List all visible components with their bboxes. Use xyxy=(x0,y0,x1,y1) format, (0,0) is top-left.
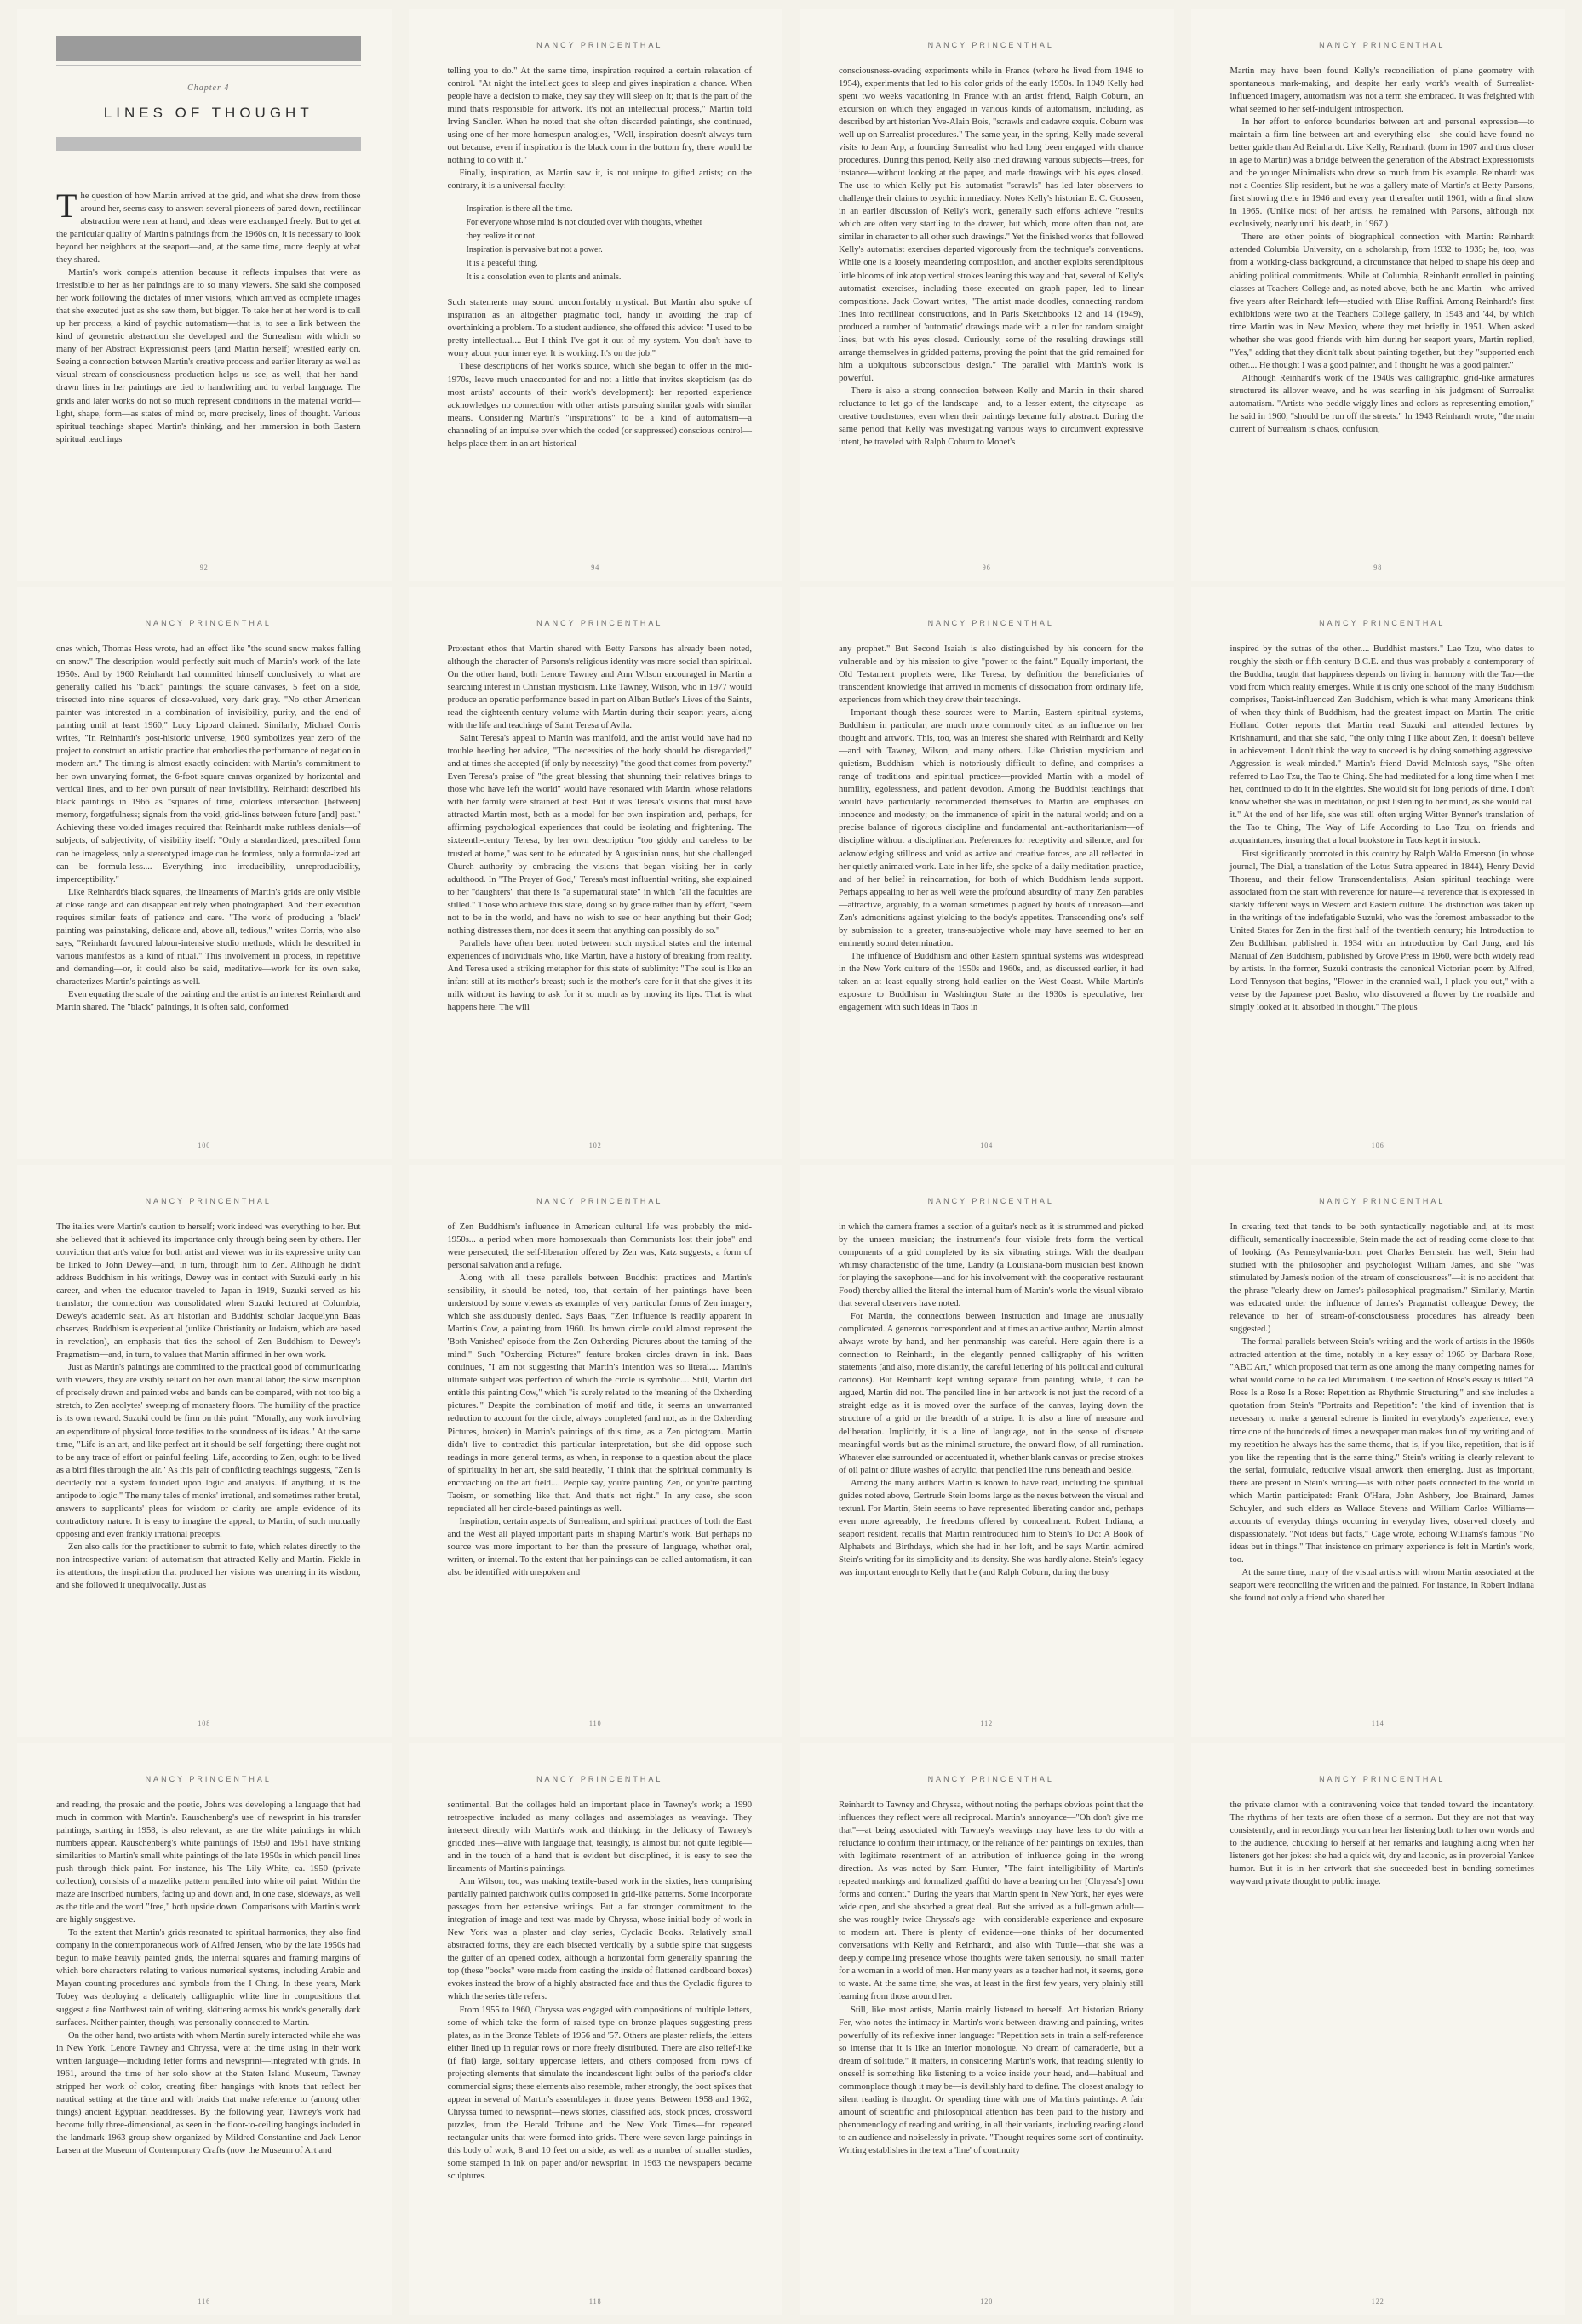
book-page xyxy=(409,1165,783,1737)
verse-line: It is a peaceful thing. xyxy=(466,259,538,269)
page-number: 106 xyxy=(1371,1142,1384,1149)
book-page xyxy=(1191,9,1566,581)
paragraph: Important though these sources were to Martin, Eastern spiritual systems, Buddhism in particular, are much more commonly cited as an influence on her thought and artwork. This, too, was an interest she shared with Reinhardt and Kelly—and with Tawney, Wilson, and many others. Like Christian mysticism and quietism, Buddhism—which is notoriously difficult to define, and comprises a range of traditions and spiritual practices—provided Martin with a model of humility, egolessness, and patient devotion. Among the Buddhist teachings that would have particularly recommended themselves to Martin are emphases on innocence and modesty; on the immanence of spirit in the natural world; and on a precise balance of rigorous discipline and fundamental anti-authoritarianism—of discipline without a disciplinarian. Preferences for receptivity and silence, and for acknowledging stillness and void as active and creative forces, are all reflected in her quietly animated work. Late in her life, she spoke of a daily meditation practice, and of her belief in reincarnation, for both of which Buddhism lends support. Perhaps appealing to her as well were the profound absurdity of many Zen parables—attractive, arguably, to a woman sometimes plagued by bouts of unreason—and Zen's admonitions against yielding to the body's appetites. Transcending one's self by submission to a greater, trans-subjective whole may have seemed to her an eminently sound determination. xyxy=(839,708,1144,948)
page-number: 94 xyxy=(591,564,600,571)
drop-cap: T xyxy=(56,186,77,225)
book-page xyxy=(800,9,1174,581)
paragraph: telling you to do." At the same time, inspiration required a certain relaxation of control. "At night the intellect goes to sleep and gives inspiration a chance. When people have a decision to make, they say they will sleep on it; that is the part of the mind that's responsible for artwork. It's not an intellectual process," Martin told Irving Sandler. When he noted that she often discarded paintings, she continued, using one of her more homespun analogies, "Well, inspiration doesn't always turn out because, even if inspiration is the black corn in the bottom fry, there would be nothing to do with it." xyxy=(447,66,752,166)
running-head: NANCY PRINCENTHAL xyxy=(927,1775,1054,1783)
page-body xyxy=(448,1799,753,2183)
page-body xyxy=(448,1221,753,1579)
paragraph: In her effort to enforce boundaries between art and personal expression—to maintain a firm line between art and everything else—she could have found no better guide than Ad Reinhardt. Like Kelly, Reinhardt (born in 1907 and thus closer in age to Martin) was a bridge between the generation of the Abstract Expressionists and the younger Minimalists who drew so much from his example. Reinhardt was not a Coenties Slip resident, but he was a gallery mate of Martin's at Betty Parsons, first showing there in 1946 and every year thereafter until 1961, with a final show in 1965. (Unlike most of her artists, he remained with Parsons, although not exclusively, nearly until his death, in 1967.) xyxy=(1229,117,1534,230)
paragraph: First significantly promoted in this country by Ralph Waldo Emerson (in whose journal, The Dial, a translation of the Lotus Sutra appeared in 1844), Henry David Thoreau, and their fellow Transcendentalists, Asian spiritual teachings were associated from the start with reverence for nature—a reverence that is expressed in starkly different ways in Western and Eastern culture. The distinction was taken up in the writings of the indefatigable Suzuki, who was the foremost ambassador to the United States for Zen in the first half of the twentieth century; his Introduction to Zen Buddhism, published in 1934 with an introduction by Carl Jung, and his Manual of Zen Buddhism, published by Grove Press in 1960, were both widely read by artists. In the former, Suzuki contrasts the canonical Victorian poem by Alfred, Lord Tennyson that begins, "Flower in the crannied wall, I pluck you out," with a verse by the Japanese poet Basho, who discovered a flower by the roadside and simply looked at it, absorbed in thought." The pious xyxy=(1229,849,1534,1012)
book-page xyxy=(17,1743,392,2315)
page-body xyxy=(56,1221,361,1592)
paragraph: inspired by the sutras of the other.... Buddhist masters." Lao Tzu, who dates to roughly the sixth or fifth century B.C.E. and thus was probably a contemporary of the Buddha, taught that happiness depends on living in harmony with the Tao—the void from which reality emerges. While it is only one school of the many Buddhism comprises, Taoist-influenced Zen Buddhism, which is what many Americans think of when they think of Buddhism, had the greatest impact on Martin. The critic Holland Cotter reports that Martin read Suzuki and attended lectures by Krishnamurti, and that she said, "the only thing I like about Zen, it doesn't believe in achievement. I don't think the way to succeed is by doing something aggressive. Aggression is weak-minded." Martin's friend David McIntosh says, "She often referred to Lao Tzu, the Tao te Ching. She had meditated for a long time when I met her, continued to do it in the eighties. She would sit for long periods of time. I don't know whether she was in meditation, or just listening to her mind, as she would call it." At the end of her life, she was still often urging Witter Bynner's translation of the Tao te Ching, The Way of Life According to Lao Tzu, on friends and acquaintances, insuring that a local bookstore in Taos kept it in stock. xyxy=(1229,644,1534,846)
paragraph: ones which, Thomas Hess wrote, had an effect like "the sound snow makes falling on snow." The description would perfectly suit much of Martin's work of the late 1950s. And by 1960 Reinhardt had committed himself conclusively to what are generally called his "black" paintings: the square canvases, 5 feet on a side, trisected into nine squares of close-valued, very dark gray. "No other American painter was interested in a combination of invisibility, purity, and the end of painting until at least 1960," Lucy Lippard claimed. Similarly, Michael Corris writes, "In Reinhardt's post-historic universe, 1960 symbolizes year zero of the project to construct an artistic practice that embodies the performance of negation in modern art." The timing is almost exactly coincident with Martin's commitment to her own unvarying format, the 6-foot square canvas organized by horizontal and vertical lines, and to her own pursuit of near invisibility. Reinhardt described his black paintings in 1966 as "squares of time, colorless intersection [between] memory, forgetfulness; signals from the void, grid-lines between future [and] past." Achieving these voided images required that Reinhardt make ruthless denials—of subjects, of subjectivity, of visibility itself: "Only a standardized, prescribed form can be imageless, only a stereotyped image can be formless, only a formula-ized art can be formula-less.... Everything into irreducibility, unreproducibility, imperceptibility." xyxy=(56,644,361,884)
verse-line: they realize it or not. xyxy=(466,232,537,242)
paragraph: Saint Teresa's appeal to Martin was manifold, and the artist would have had no trouble heeding her advice, "The necessities of the body should be disregarded," and at times she accepted (if only by necessity) "the good that comes from poverty." Even Teresa's praise of "the great blessing that shunning their relatives brings to those who have left the world" would have resonated with Martin, whose relations with her family were strained at best. But it was Teresa's visions that must have attracted Martin most, both as a model for her own inspiration and, perhaps, for affirming psychological experiences that could be isolating and frightening. The sixteenth-century Teresa, by her own description "too giddy and careless to be trusted at home," was sent to be educated by Augustinian nuns, but she challenged Church authority by embracing the visions that began visiting her in early adulthood. In "The Prayer of God," Teresa's most influential writing, she explained to her "daughters" that there is "a supernatural state" in which "all the faculties are stilled." Those who achieve this state, doing so by grace rather than by effort, "seem not to be in the world, and have no wish to see or hear anything but their God; nothing distresses them, nor does it seem that anything can possibly do so." xyxy=(447,734,752,936)
paragraph: From 1955 to 1960, Chryssa was engaged with compositions of multiple letters, some of which take the form of raised type on bronze plaques suggesting press plates, as in the Bronze Tablets of 1956 and '57. Others are plaster reliefs, the letters either lined up in regular rows or more freely distributed. There are also relief-like (if flat) large, solitary uppercase letters, and others composed from rows of projecting elements that simulate the incandescent light bulbs of the period's older commercial signs; these elements also resemble, rather strongly, the boot spikes that appear in several of Martin's assemblages in those years. Between 1958 and 1962, Chryssa turned to newsprint—news stories, classified ads, stock prices, crossword puzzles, from the Herald Tribune and the New York Times—for repeated rectangular units that were formed into grids. There were seven large paintings in this body of work, 8 and 10 feet on a side, as well as a number of smaller studies, some stamped in ink on paper and/or newsprint; in 1963 the newspapers became sculptures. xyxy=(447,2005,752,2181)
paragraph: sentimental. But the collages held an important place in Tawney's work; a 1990 retrospective included as many collages and assemblages as weavings. They intersect directly with Martin's work and thinking: in the delicacy of Tawney's gridded lines—alive with language that, teasingly, is almost but not quite legible—and in the touch of a hand that is evident but disciplined, it is easy to see the lineaments of Martin's paintings. xyxy=(447,1800,752,1875)
running-head: NANCY PRINCENTHAL xyxy=(927,619,1054,627)
paragraph: Just as Martin's paintings are committed to the practical good of communicating with viewers, they are visibly reliant on her own manual labor; the slow inscription of precisely drawn and painted webs and bands can be compared, with not too big a stretch, to Zen acolytes' sweeping of monastery floors. The humility of the practice is its own reward. Suzuki could be firm on this point: "Morally, any work involving an expenditure of physical force testifies to the soundness of its ideas." At the same time, "Life is an art, and like perfect art it should be self-forgetting; there ought not to be any trace of effort or painful feeling. Life, according to Zen, ought to be lived as a bird flies through the air." As this pair of conflicting teachings suggests, "Zen is decidedly not a system founded upon logic and analysis. If anything, it is the antipode to logic." The many tales of monks' irrational, and sometimes rather brutal, answers to supplicants' pleas for wisdom or clarity are ample evidence of its contradictory nature. It is easy to imagine the appeal, to Martin, of such mutually opposing and even frankly irrational precepts. xyxy=(56,1363,361,1539)
page-body xyxy=(1230,643,1535,1014)
chapter-footer-bar xyxy=(56,137,361,151)
paragraph: Among the many authors Martin is known to have read, including the spiritual guides noted above, Gertrude Stein looms large as the nexus between the visual and textual. For Martin, Stein seems to have represented liberating candor and, perhaps even more agreeably, the freedoms offered by concealment. Robert Indiana, a seaport resident, recalls that Martin reintroduced him to Stein's To Do: A Book of Alphabets and Birthdays, which she had in her loft, and he says Martin admired Stein's writing for its simplicity and its density. She was hardly alone. Stein's legacy was important enough to Kelly that he (and Ralph Coburn, during the busy xyxy=(839,1478,1144,1577)
page-number: 102 xyxy=(588,1142,602,1149)
chapter-label: Chapter 4 xyxy=(187,83,230,93)
page-number: 98 xyxy=(1373,564,1383,571)
page-body xyxy=(56,1799,361,2157)
page-body xyxy=(839,65,1144,449)
page-number: 120 xyxy=(980,2298,994,2305)
running-head: NANCY PRINCENTHAL xyxy=(1319,1775,1446,1783)
paragraph: Reinhardt to Tawney and Chryssa, without noting the perhaps obvious point that the influences they reflect were all reciprocal. Martin's annoyance—"Oh don't give me that"—at being associated with Tawney's weavings may have less to do with a reluctance to confirm their intimacy, or the reliance of her paintings on textiles, than with legitimate resentment of an attribution of influence going in the wrong direction. As was noted by Sam Hunter, "The faint intelligibility of Martin's repeated markings and formalized graffiti do have a bearing on her [Chryssa's] own forms and content." During the years that Martin spent in New York, her eyes were wide open, and she absorbed a great deal. But she arrived as a full-grown adult—she was roughly twice Chryssa's age—with considerable experience and exposure to modern art. There is plenty of evidence—one thinks of her documented conversations with Kelly and Reinhardt, and also with Tuttle—that she was a deeply compelling presence whose thoughts were taken seriously, no small matter for a woman in a world of men. Her many years as a teacher had not, it seems, gone to waste. At the same time, she was, at least in the first few years, very plainly still learning from those around her. xyxy=(839,1800,1144,2002)
paragraph: There is also a strong connection between Kelly and Martin in their shared reluctance to let go of the landscape—and, to a lesser extent, the cityscape—as creative touchstones, even when their paintings became fully abstract. During the same period that Kelly was investigating various ways to circumvent expressive intent, he traveled with Ralph Coburn to Monet's xyxy=(839,386,1144,447)
paragraph: of Zen Buddhism's influence in American cultural life was probably the mid-1950s... a period when more homosexuals than Communists lost their jobs" and were persecuted; the self-liberation offered by Zen was, Katz suggests, a form of personal salvation and a refuge. xyxy=(447,1222,752,1271)
page-body xyxy=(1230,1799,1535,1888)
page-number: 100 xyxy=(198,1142,211,1149)
paragraph: Ann Wilson, too, was making textile-based work in the sixties, hers comprising partially painted patchwork quilts composed in grid-like patterns. Some incorporate passages from her extensive writings. But a far stronger commitment to the integration of image and text was made by Chryssa, whose initial body of work in New York was a plaster and clay series, Cycladic Books. Relatively small abstracted forms, they are each bisected vertically by a subtle spine that suggests the gutter of an opened codex, although a horizontal form generally spanning the top (these "books" were made from casting the inside of flattened cardboard boxes) evokes instead the brow of a highly abstracted face and thus the Cycladic figures to which the series title refers. xyxy=(447,1877,752,2002)
paragraph: Protestant ethos that Martin shared with Betty Parsons has already been noted, although the character of Parsons's religious identity was more social than spiritual. On the other hand, both Lenore Tawney and Ann Wilson encouraged in Martin a searching interest in Christian mysticism. Like Tawney, Wilson, who in 1977 would produce an operatic performance based in part on Alban Butler's Lives of the Saints, read the eighteenth-century volume with Martin during their seaport years, along with the life and teachings of Saint Teresa of Avila. xyxy=(447,644,752,731)
paragraph: In creating text that tends to be both syntactically negotiable and, at its most difficult, semantically inaccessible, Stein made the act of reading come close to that of looking. (As Pennsylvania-born poet Charles Bernstein has well, Stein had studied with the philosopher and psychologist William James, and she "was stimulated by James's notion of the stream of consciousness"—it is no accident that the phrase "clearly drew on James's philosophical pragmatism." Similarly, Martin was educated under the influence of James's Pragmatist colleague Dewey; the relevance to her of stream-of-consciousness procedures has already been suggested.) xyxy=(1229,1222,1534,1335)
paragraph: For Martin, the connections between instruction and image are unusually complicated. A generous correspondent and at times an active author, Martin almost always wrote by hand, and her penmanship was careful. Here again there is a connection to Reinhardt, in the elegantly penned calligraphy of his written statements (and also, more distantly, the careful lettering of his political and cultural cartoons). But Reinhardt kept writing separate from painting, while, it can be argued, Martin did not. The penciled line in her artwork is not just the record of a straight edge as it is moved over the surface of the canvas, laying down the structure of a grid or the breadth of a stripe. It is also a line of measure and deliberation. Implicitly, it is a line of language, not in the sense of discrete meaningful words but as the minimal structure, the onward flow, of all rumination. Whatever else surrounded or accentuated it, whether blank canvas or precise strokes of oil paint or dilute washes of acrylic, that penciled line runs beneath and beside. xyxy=(839,1312,1144,1475)
running-head: NANCY PRINCENTHAL xyxy=(927,41,1054,49)
book-page xyxy=(1191,1743,1566,2315)
paragraph: in which the camera frames a section of a guitar's neck as it is strummed and picked by the unseen musician; the instrument's four visible frets form the vertical components of a grid completed by its six vibrating strings. With the deadpan whimsy characteristic of the time, Landry (a Louisiana-born musician best known for playing the saxophone—and for his involvement with the cooperative restaurant Food) thereby allied the literal the internal hum of Martin's work: the visual vibrato that several observers have noted. xyxy=(839,1222,1144,1309)
paragraph: At the same time, many of the visual artists with whom Martin associated at the seaport were reconciling the written and the painted. For instance, in Robert Indiana she found not only a friend who shared her xyxy=(1229,1567,1534,1603)
page-number: 118 xyxy=(588,2298,602,2305)
book-page xyxy=(409,587,783,1159)
book-page xyxy=(17,587,392,1159)
verse-line: It is a consolation even to plants and animals. xyxy=(466,272,622,283)
running-head: NANCY PRINCENTHAL xyxy=(145,1197,272,1205)
running-head: NANCY PRINCENTHAL xyxy=(145,1775,272,1783)
page-body xyxy=(448,643,753,1014)
running-head: NANCY PRINCENTHAL xyxy=(1319,41,1446,49)
running-head: NANCY PRINCENTHAL xyxy=(927,1197,1054,1205)
verse-line: Inspiration is pervasive but not a power. xyxy=(466,245,603,255)
paragraph: Inspiration, certain aspects of Surrealism, and spiritual practices of both the East and the West all played important parts in shaping Martin's work. But perhaps no source was more important to her than the pressure of language, whether oral, written, or internal. To the extent that her paintings can be called automatism, it can also be identified with unspoken and xyxy=(447,1516,752,1577)
paragraph-text: he question of how Martin arrived at the grid, and what she drew from those around her, seems easy to answer: several pioneers of pared down, rectilinear abstraction were near at hand, and ideas were exchanged freely. But to get at the particular quality of Martin's paintings from the 1960s on, it is necessary to look beyond her neighbors at the seaport—and, at the same time, more deeply at what they shared. xyxy=(56,192,361,266)
book-page xyxy=(800,587,1174,1159)
page-body xyxy=(1230,1221,1535,1605)
paragraph: Still, like most artists, Martin mainly listened to herself. Art historian Briony Fer, who notes the intimacy in Martin's work between drawing and painting, writes powerfully of its reflexive inner language: "Repetition sets in train a self-reference so intense that it is like an interior monologue. No dream of camaraderie, but a dream of solitude." It matters, in considering Martin's work, that reading silently to oneself is something like listening to a voice inside your head, and—habitual and commonplace though it may be—is devilishly hard to define. The closest analogy to silent reading is thought. Or spending time with one of Martin's paintings. A fair amount of scientific and philosophical attention has been paid to the history and phenomenology of reading and writing, in all their variants, including reading aloud to an audience and noiselessly in private. "Thought requires some sort of continuity. Writing establishes in the text a 'line' of continuity xyxy=(839,2005,1144,2155)
book-page xyxy=(17,9,392,581)
book-page xyxy=(1191,1165,1566,1737)
chapter-header-bar xyxy=(56,36,361,61)
page-number: 114 xyxy=(1371,1720,1384,1727)
page-number: 108 xyxy=(198,1720,211,1727)
paragraph: The influence of Buddhism and other Eastern spiritual systems was widespread in the New York culture of the 1950s and 1960s, and, as discussed earlier, it had taken an at least equally strong hold earlier on the West Coast. While Martin's exposure to Buddhism in Washington State in the 1930s is speculative, her engagement with such ideas in Taos in xyxy=(839,951,1144,1012)
paragraph: The formal parallels between Stein's writing and the work of artists in the 1960s attracted attention at the time, notably in a key essay of 1965 by Barbara Rose, "ABC Art," which proposed that term as one among the many competing names for what would come to be called Minimalism. One section of Rose's essay is titled "A Rose Is a Rose Is a Rose: Repetition as Rhythmic Structuring," and she includes a quotation from Stein's "Portraits and Repetition": "the kind of invention that is necessary to make a general scheme is limited in everybody's experience, every time one of the hundreds of times a newspaper man makes fun of my writing and of my repetition he always has the same theme, that is, if you like, repetition, that is if you like the repeating that is the same thing." Stein's writing is clearly relevant to the serial, formulaic, reductive visual artwork then emerging. Just as important, there are present in Stein's writing—as with other poets connected to the world in which Martin participated: Frank O'Hara, John Ashbery, Joe Brainard, James Schuyler, and such elders as Wallace Stevens and William Carlos Williams—accounts of everyday things occurring in everyday lives, observed closely and dispassionately. "Not ideas but facts," Cage wrote, echoing Williams's famous "No ideas but in things." That insistence on primary experience is felt in Martin's work, too. xyxy=(1229,1337,1534,1565)
paragraph: Along with all these parallels between Buddhist practices and Martin's sensibility, it should be noted, too, that certain of her paintings have been understood by some viewers as examples of very particular forms of Zen imagery, which she assiduously denied. Says Baas, "Zen influence is readily apparent in Martin's Cow, a painting from 1960. Its brown circle could almost represent the 'Both Vanished' episode from the Zen Oxherding Pictures about the taming of the mind." Such "Oxherding Pictures" feature broken circles drawn in ink. Baas continues, "I am not suggesting that Martin's intention was so literal.... Martin's ultimate subject was perfection of which the circle is symbolic.... Still, Martin did entitle this painting Cow," which "is surely related to the 'meaning of the Oxherding pictures.'" Despite the combination of motif and title, it seems an unwarranted reduction to account for the circle, always completed (and not, as in the Oxherding Pictures, broken) in Martin's paintings of this time, as a Zen pictogram. Martin didn't live to contradict this particular interpretation, but she did oppose such readings in more general terms, as when, in response to a question about the place of spirituality in her art, she said heatedly, "I think that the spiritual community is encroaching on the art field.... People say, you're painting Zen, or you're painting Taoism, or something like that. And that's not right." In any case, she soon repudiated all her circle-based paintings as well. xyxy=(447,1274,752,1514)
running-head: NANCY PRINCENTHAL xyxy=(145,619,272,627)
page-body xyxy=(1230,65,1535,436)
page-body xyxy=(56,186,361,446)
paragraph: the private clamor with a contravening voice that tended toward the incantatory. The rhythms of her texts are often those of a sermon. But they are not that way consistently, and in recordings you can hear her listening both to her own words and to the audience, chuckling to herself at her remarks and laughing along when her listeners got her jokes: she had a quick wit, dry and laconic, as in proverbial Yankee humor. But it is in her artwork that she succeeded best in bending sometimes wayward private thought to public image. xyxy=(1229,1800,1534,1887)
page-number: 96 xyxy=(982,564,991,571)
running-head: NANCY PRINCENTHAL xyxy=(536,41,663,49)
book-page xyxy=(1191,587,1566,1159)
paragraph: Martin may have been found Kelly's reconciliation of plane geometry with spontaneous mark-making, and despite her early work's wealth of Surrealist-influenced imagery, automatism was not a term she embraced. It was freighted with what seemed to her self-indulgent introspection. xyxy=(1229,66,1534,115)
paragraph: These descriptions of her work's source, which she began to offer in the mid-1970s, leave much unaccounted for and not a little that invites skepticism (as do most artists' accounts of their work's development): her reported experience acknowledges no connection with other artists pursuing similar goals with similar means. Considering Martin's "inspirations" to be a kind of automatism—a channeling of an impulse over which the coded (or suppressed) conscious control—helps place them in an art-historical xyxy=(447,362,752,449)
paragraph: and reading, the prosaic and the poetic, Johns was developing a language that had much in common with Martin's. Rauschenberg's use of newsprint in his transfer paintings, starting in 1958, is also relevant, as are the white paintings in which numbers appear. Rauschenberg's white paintings of 1950 and 1951 have striking similarities to Martin's small white paintings of the late 1950s in which pencil lines push through thick paint. For instance, his The Lily White, ca. 1950 (private collection), consists of a mazelike pattern penciled into white oil paint. Within the maze are inscribed numbers, facing up and down and, in one case, sideways, as well as the title and the word "free," both upside down. Comparisons with Martin's work are highly suggestive. xyxy=(56,1800,361,1926)
paragraph: Zen also calls for the practitioner to submit to fate, which relates directly to the non-introspective variant of automatism that attracted Kelly and Martin. Fickle in its attentions, the inspiration that produced her visions was unerring in its wisdom, and she followed it unequivocally. Just as xyxy=(56,1542,361,1590)
page-number: 112 xyxy=(980,1720,994,1727)
paragraph: Although Reinhardt's work of the 1940s was calligraphic, grid-like armatures structured its allover weave, and he was scarfing in his judgment of Surrealist automatism. "Artists who peddle wiggly lines and colors as representing emotion," he said in 1960, "should be run off the streets." In 1943 Reinhardt wrote, "the main current of Surrealism is chaos, confusion, xyxy=(1229,373,1534,434)
paragraph: Finally, inspiration, as Martin saw it, is not unique to gifted artists; on the contrary, it is a universal faculty: xyxy=(447,169,752,192)
book-page xyxy=(17,1165,392,1737)
paragraph xyxy=(56,186,361,266)
chapter-title: LINES OF THOUGHT xyxy=(103,105,313,121)
book-page xyxy=(800,1165,1174,1737)
paragraph: The italics were Martin's caution to herself; work indeed was everything to her. But she believed that it achieved its importance only through being seen by others. Her conviction that art's value for both artist and viewer was in its expressive unity can be linked to John Dewey—and, in turn, through him to Zen. Although he didn't address Buddhism in his writings, Dewey was in contact with Suzuki early in his career, and when the educator traveled to Japan in 1919, Suzuki served as his translator; the connection was consolidated when Suzuki lectured at Columbia, Dewey's academic seat. As art historian and Buddhist scholar Jacquelynn Baas observes, Buddhism is experiential (unlike Christianity or Judaism, which are based in revelation), an emphasis that ties the school of Zen Buddhism to Dewey's Pragmatism—and, in turn, to values that Martin affirmed in her own work. xyxy=(56,1222,361,1360)
running-head: NANCY PRINCENTHAL xyxy=(536,1775,663,1783)
running-head: NANCY PRINCENTHAL xyxy=(1319,1197,1446,1205)
page-number: 92 xyxy=(199,564,209,571)
running-head: NANCY PRINCENTHAL xyxy=(536,619,663,627)
book-page xyxy=(800,1743,1174,2315)
paragraph: any prophet." But Second Isaiah is also distinguished by his concern for the vulnerable and by his mission to give "power to the faint." Equally important, the Old Testament prophets were, like Teresa, by definition the beneficiaries of transcendent knowledge that arrived in moments of dissociation from ordinary life, experiences from which they drew their teachings. xyxy=(839,644,1144,706)
block-quote-verse xyxy=(467,203,753,284)
page-number: 110 xyxy=(588,1720,602,1727)
verse-line: Inspiration is there all the time. xyxy=(466,204,573,215)
page-body xyxy=(56,643,361,1014)
paragraph: To the extent that Martin's grids resonated to spiritual harmonics, they also find company in the contemporaneous work of Alfred Jensen, who by the late 1950s had begun to make heavily painted grids, the internal squares and framing margins of which bore characters relating to various numerical systems, including Arabic and Mayan counting procedures and symbols from the I Ching. In these years, Mark Tobey was deploying a delicately calligraphic white line in compositions that suggest a fine Northwest rain of writing, skittering across his work's generally dark surfaces. Neither painter, though, was personally connected to Martin. xyxy=(56,1928,361,2028)
page-number: 116 xyxy=(198,2298,211,2305)
running-head: NANCY PRINCENTHAL xyxy=(536,1197,663,1205)
paragraph: Such statements may sound uncomfortably mystical. But Martin also spoke of inspiration as an altogether pragmatic tool, handy in avoiding the trap of overthinking a problem. To a student audience, she offered this advice: "I used to be pretty intellectual.... But I think I've got it out of my system. You don't have to worry about your inner eye. It is working. It's on the job." xyxy=(447,298,752,359)
paragraph: Even equating the scale of the painting and the artist is an interest Reinhardt and Martin shared. The "black" paintings, it is often said, conformed xyxy=(56,989,361,1012)
paragraph: consciousness-evading experiments while in France (where he lived from 1948 to 1954), experiments that led to his color grids of the early 1950s. In 1949 Kelly had spent two weeks vacationing in France with an artist friend, Ralph Coburn, an excursion on which they engaged in various kinds of automatism, including, as described by art historian Yve-Alain Bois, "scrawls and cadavre exquis. Coburn was well up on Surrealist procedures." The same year, in the spring, Kelly made several visits to Jean Arp, a founding Surrealist who had long been engaged with chance procedures. During this period, Kelly also tried drawing various subjects—trees, for instance—without looking at the paper, and made drawings with his eyes closed. The use to which Kelly put his automatist "scrawls" has led later observers to challenge their claims to psychic immediacy. Notes Kelly's historian E. C. Goossen, in an earlier discussion of Kelly's work, generally such efforts achieve "results which are often very startling to the drawer, but which, more often than not, are similar in character to all other such drawings." Yet the finished works that followed Kelly's automatist exercises departed vigorously from the technique's conventions. While one is a loosely meandering composition, and another exploits serendipitous little blooms of ink atop vertical strokes leaning this way and that, several of Kelly's automatist exercises, including those executed on graph paper, led to linear compositions. Jack Cowart writes, "The artist made doodles, connecting random lines into rectilinear constructions, and in Paris Sketchbooks 12 and 14 (1949), produced a number of 'automatic' drawings made with a ruler for random straight lines, but with his eyes closed. Curiously, some of the resulting drawings still arrange themselves in gridded patterns, proving the point that the grid remained for him a ubiquitous subconscious design." The parallel with Martin's work is powerful. xyxy=(839,66,1144,383)
running-head: NANCY PRINCENTHAL xyxy=(1319,619,1446,627)
page-number: 122 xyxy=(1371,2298,1384,2305)
page-body xyxy=(839,1221,1144,1579)
paragraph: On the other hand, two artists with whom Martin surely interacted while she was in New York, Lenore Tawney and Chryssa, were at the time using in their work written language—including letter forms and newsprint—integrated with grids. In 1961, around the time of her solo show at the Staten Island Museum, Tawney stripped her work of color, creating fiber hangings with knots that reflect her nautical setting at the time and with braids that make reference to (among other things) ancient Egyptian headdresses. By the following year, Tawney's work had become fully three-dimensional, as seen in the floor-to-ceiling hangings included in the landmark 1963 group show organized by Mildred Constantine and Jack Lenor Larsen at the Museum of Contemporary Crafts (now the Museum of Art and xyxy=(56,2030,361,2155)
book-page xyxy=(409,9,783,581)
page-body xyxy=(839,643,1144,1014)
paragraph: Parallels have often been noted between such mystical states and the internal experiences of individuals who, like Martin, have a history of breaking from reality. And Teresa used a striking metaphor for this state of sublimity: "The soul is like an infant still at its mother's breast; such is the mother's care for it that she gives it its milk without its having to ask for it so much as by moving its lips. That is what happens here. The will xyxy=(447,938,752,1012)
paragraph: Martin's work compels attention because it reflects impulses that were as irresistible to her as her paintings are to so many viewers. She said she composed her work following the dictates of inner visions, which arrived as complete images that she executed just as she saw them, but bigger. To take her at her word is to call up her process, a kind of psychic automatism—that is, to see a link between the kind of geometric abstraction she developed and the Surrealism with which so many of her Abstract Expressionist peers (and Martin herself) wrestled early on. Seeing a connection between Martin's creative process and earlier literary as well as visual stream-of-consciousness production helps us see, as well, that her hand-drawn lines in her paintings are tied to handwriting and to verbal language. The grids and later works do not so much represent conditions in the material world—light, shape, form—as states of mind or, more precisely, lines of thought. Various spiritual teachings shaped Martin's thinking, and her immersion in both Eastern spiritual teachings xyxy=(56,268,361,444)
paragraph: Like Reinhardt's black squares, the lineaments of Martin's grids are only visible at close range and can disappear entirely when photographed. And their execution requires similar feats of patience and care. "The work of producing a 'black' painting was painstaking, delicate and, above all, tedious," writes Corris, who also says, "Reinhardt favoured labour-intensive studio methods, which he described in various manifestos as a kind of ritual." This involvement in process, in repetitive and demanding—or, it could also be said, meditative—work for its own sake, characterizes Martin's paintings as well. xyxy=(56,887,361,987)
verse-line: For everyone whose mind is not clouded over with thoughts, whether xyxy=(466,218,702,228)
page-number: 104 xyxy=(980,1142,994,1149)
page-body xyxy=(839,1799,1144,2157)
paragraph: There are other points of biographical connection with Martin: Reinhardt attended Columbia University, on a scholarship, from 1932 to 1935; he, too, was from a working-class background, a circumstance that helped to shape his deep and abiding political commitments. While at Columbia, Reinhardt enrolled in painting classes at Teachers College and, as noted above, both he and Martin—who arrived five years after Reinhardt left—studied with Elise Ruffini. Among Reinhardt's first exhibitions were two at the Teachers College gallery, in 1943 and '44, by which time Martin was in New Mexico, where they met briefly in 1951. When asked whether she was good friends with him during her seaport years, Martin replied, "Yes," adding that they didn't talk about painting together, but they "supported each other.... He thought I was a good painter, and I thought he was a good painter." xyxy=(1229,232,1534,370)
page-body xyxy=(448,65,753,450)
book-page xyxy=(409,1743,783,2315)
